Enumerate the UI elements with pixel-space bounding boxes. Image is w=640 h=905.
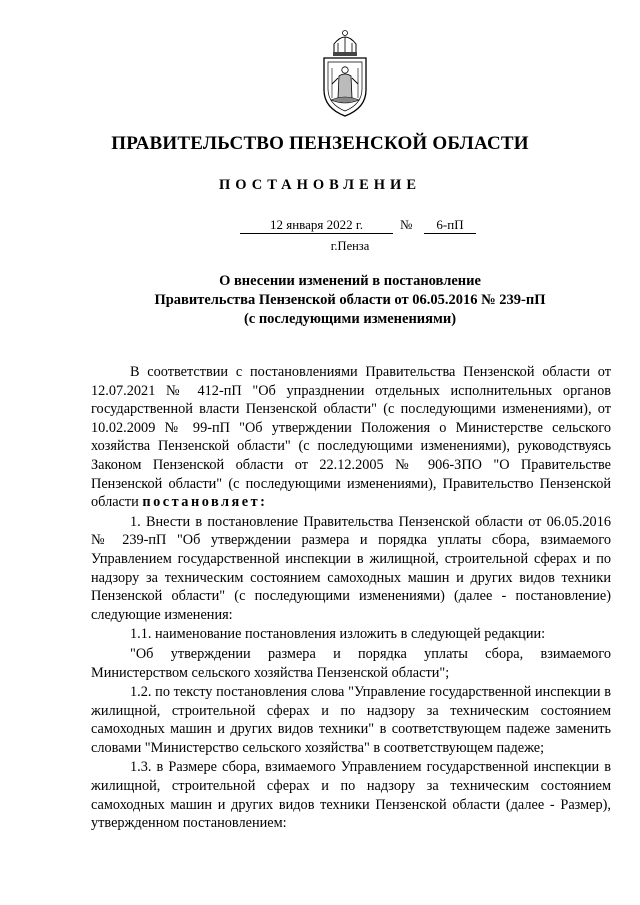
government-title: ПРАВИТЕЛЬСТВО ПЕНЗЕНСКОЙ ОБЛАСТИ	[111, 133, 529, 154]
number-sign: №	[400, 217, 413, 232]
city: г.Пенза	[330, 239, 370, 253]
intro-paragraph	[91, 363, 611, 512]
paragraph-1-1: 1.1. наименование постановления изложить в следующей редакции:	[130, 626, 546, 643]
penza-coat-of-arms-icon	[318, 28, 372, 118]
subject-line-3: (с последующими изменениями)	[243, 311, 457, 327]
document-number: 6-пП	[424, 217, 476, 234]
document-subject	[0, 272, 640, 329]
paragraph-1-1-text: "Об утверждении размера и порядка уплаты сбора, взимаемого Министерством сельского хозяйства Пензенской области";	[91, 645, 611, 681]
document-date: 12 января 2022 г.	[240, 217, 393, 234]
document-body	[91, 363, 611, 833]
paragraph-1-2: 1.2. по тексту постановления слова "Управление государственной инспекции в жилищной, строительной сферах и по надзору за техническим состоянием самоходных машин и других видов техники" в соответствующем падеже заменить словами "Министерство сельского хозяйства" в соответствующем падеже;	[91, 684, 611, 756]
decree-word: постановляет:	[142, 494, 268, 511]
subject-line-2: Правительства Пензенской области от 06.05.2016 № 239-пП	[154, 292, 546, 308]
intro-text: В соответствии с постановлениями Правительства Пензенской области от 12.07.2021 № 412-пП "Об упразднении отдельных исполнительных органов государственной власти Пензенской области" (с последующими изменениями), от 10.02.2009 № 99-пП "Об утверждении Положения о Министерстве сельского хозяйства Пензенской области" (с последующими изменениями), руководствуясь Законом Пензенской области от 22.12.2005 № 906-ЗПО "О Правительстве Пензенской области" (с последующими изменениями), Правительство Пензенской области	[91, 364, 611, 511]
paragraph-1-3: 1.3. в Размере сбора, взимаемого Управлением государственной инспекции в жилищной, строительной сферах и по надзору за техническим состоянием самоходных машин и других видов техники Пензенской области (далее - Размер), утвержденном постановлением:	[91, 759, 611, 832]
subject-line-1: О внесении изменений в постановление	[219, 273, 481, 289]
document-type: ПОСТАНОВЛЕНИЕ	[218, 177, 421, 193]
paragraph-1: 1. Внести в постановление Правительства Пензенской области от 06.05.2016 № 239-пП "Об утверждении размера и порядка уплаты сбора, взимаемого Управлением государственной инспекции в жилищной, строительной сферах и по надзору за техническим состоянием самоходных машин и других видов техники Пензенской области" (с последующими изменениями) (далее - постановление) следующие изменения:	[91, 513, 611, 623]
